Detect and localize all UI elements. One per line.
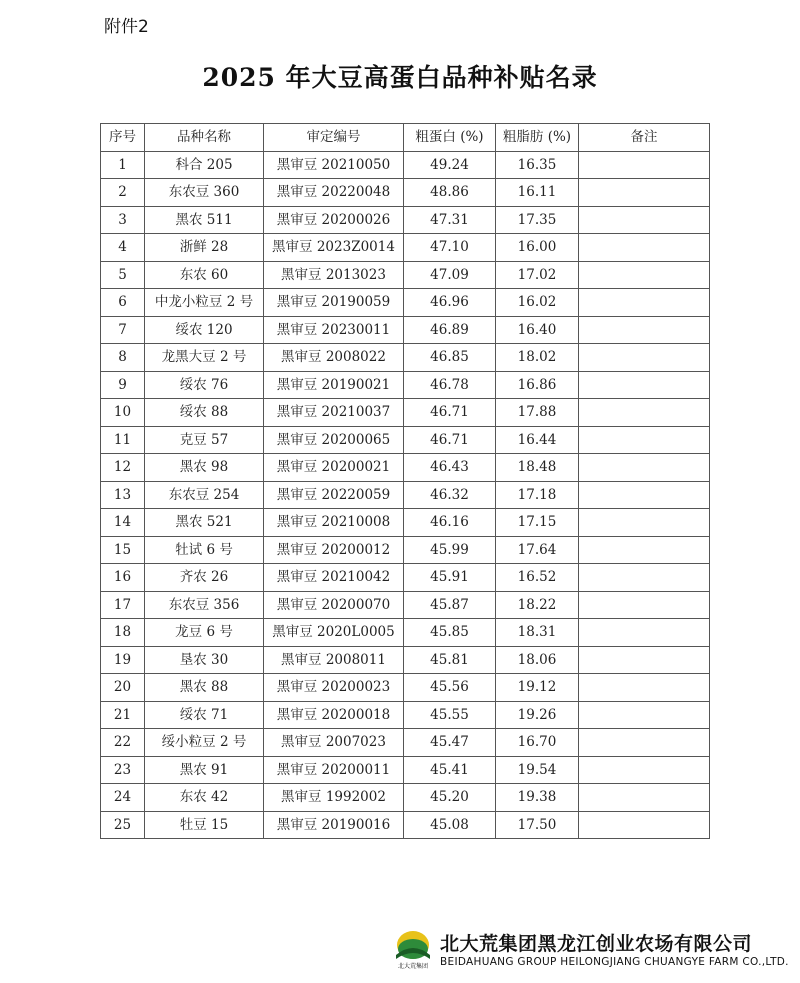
table-row [101, 399, 710, 427]
cell-approval-number: 黑审豆 20220048 [264, 179, 404, 207]
cell-crude-fat: 17.18 [496, 481, 579, 509]
cell-remarks [579, 701, 710, 729]
document-title: 2025 年大豆高蛋白品种补贴名录 [202, 63, 598, 92]
cell-crude-protein: 45.55 [404, 701, 496, 729]
table-row [101, 756, 710, 784]
cell-variety-name: 黑农 91 [145, 756, 264, 784]
cell-approval-number: 黑审豆 20200012 [264, 536, 404, 564]
cell-crude-fat: 16.86 [496, 371, 579, 399]
cell-crude-fat: 17.50 [496, 811, 579, 839]
cell-variety-name: 绥农 71 [145, 701, 264, 729]
cell-crude-fat: 16.35 [496, 151, 579, 179]
cell-crude-fat: 19.54 [496, 756, 579, 784]
cell-index: 17 [101, 591, 145, 619]
table-row [101, 509, 710, 537]
table-body [101, 151, 710, 839]
cell-remarks [579, 234, 710, 262]
cell-crude-protein: 45.56 [404, 674, 496, 702]
cell-variety-name: 中龙小粒豆 2 号 [145, 289, 264, 317]
cell-variety-name: 东农 42 [145, 784, 264, 812]
cell-remarks [579, 591, 710, 619]
cell-crude-protein: 45.87 [404, 591, 496, 619]
cell-variety-name: 东农 60 [145, 261, 264, 289]
cell-remarks [579, 289, 710, 317]
header-approval-number: 审定编号 [264, 124, 404, 152]
table-row [101, 646, 710, 674]
cell-approval-number: 黑审豆 2020L0005 [264, 619, 404, 647]
cell-crude-fat: 16.02 [496, 289, 579, 317]
subsidy-variety-table [100, 123, 710, 839]
table-row [101, 674, 710, 702]
cell-crude-fat: 17.35 [496, 206, 579, 234]
cell-crude-fat: 19.26 [496, 701, 579, 729]
cell-remarks [579, 536, 710, 564]
cell-approval-number: 黑审豆 20190059 [264, 289, 404, 317]
cell-approval-number: 黑审豆 20210050 [264, 151, 404, 179]
cell-index: 9 [101, 371, 145, 399]
cell-crude-fat: 19.12 [496, 674, 579, 702]
cell-crude-protein: 49.24 [404, 151, 496, 179]
table-row [101, 619, 710, 647]
cell-variety-name: 东农豆 360 [145, 179, 264, 207]
cell-crude-fat: 16.44 [496, 426, 579, 454]
cell-approval-number: 黑审豆 20230011 [264, 316, 404, 344]
cell-approval-number: 黑审豆 20190021 [264, 371, 404, 399]
cell-index: 20 [101, 674, 145, 702]
company-name-chinese: 北大荒集团黑龙江创业农场有限公司 [440, 933, 753, 955]
cell-remarks [579, 674, 710, 702]
cell-remarks [579, 811, 710, 839]
cell-crude-protein: 45.47 [404, 729, 496, 757]
table-row [101, 344, 710, 372]
cell-remarks [579, 371, 710, 399]
cell-crude-protein: 45.81 [404, 646, 496, 674]
cell-approval-number: 黑审豆 20200023 [264, 674, 404, 702]
table-row [101, 426, 710, 454]
cell-variety-name: 龙黑大豆 2 号 [145, 344, 264, 372]
cell-index: 23 [101, 756, 145, 784]
cell-crude-fat: 17.64 [496, 536, 579, 564]
table-header-row [101, 124, 710, 152]
cell-index: 7 [101, 316, 145, 344]
cell-crude-protein: 45.91 [404, 564, 496, 592]
cell-variety-name: 东农豆 254 [145, 481, 264, 509]
table-row [101, 784, 710, 812]
cell-index: 14 [101, 509, 145, 537]
cell-crude-protein: 46.32 [404, 481, 496, 509]
cell-approval-number: 黑审豆 20220059 [264, 481, 404, 509]
cell-crude-fat: 16.00 [496, 234, 579, 262]
cell-remarks [579, 756, 710, 784]
cell-approval-number: 黑审豆 20200065 [264, 426, 404, 454]
cell-index: 6 [101, 289, 145, 317]
table-row [101, 454, 710, 482]
cell-variety-name: 科合 205 [145, 151, 264, 179]
cell-index: 24 [101, 784, 145, 812]
cell-crude-protein: 46.71 [404, 426, 496, 454]
cell-variety-name: 浙鲜 28 [145, 234, 264, 262]
cell-crude-protein: 46.16 [404, 509, 496, 537]
cell-index: 1 [101, 151, 145, 179]
cell-crude-fat: 16.11 [496, 179, 579, 207]
cell-index: 8 [101, 344, 145, 372]
cell-variety-name: 克豆 57 [145, 426, 264, 454]
cell-variety-name: 东农豆 356 [145, 591, 264, 619]
cell-remarks [579, 454, 710, 482]
cell-remarks [579, 399, 710, 427]
cell-approval-number: 黑审豆 2007023 [264, 729, 404, 757]
cell-remarks [579, 646, 710, 674]
table-row [101, 591, 710, 619]
cell-index: 19 [101, 646, 145, 674]
header-remarks: 备注 [579, 124, 710, 152]
cell-index: 5 [101, 261, 145, 289]
cell-index: 12 [101, 454, 145, 482]
cell-variety-name: 黑农 98 [145, 454, 264, 482]
cell-crude-protein: 45.08 [404, 811, 496, 839]
cell-index: 22 [101, 729, 145, 757]
table-row [101, 564, 710, 592]
cell-approval-number: 黑审豆 2013023 [264, 261, 404, 289]
attachment-label: 附件2 [104, 17, 149, 37]
cell-remarks [579, 564, 710, 592]
table-row [101, 811, 710, 839]
cell-index: 4 [101, 234, 145, 262]
cell-crude-protein: 46.43 [404, 454, 496, 482]
cell-crude-protein: 46.71 [404, 399, 496, 427]
cell-remarks [579, 179, 710, 207]
cell-index: 18 [101, 619, 145, 647]
table-row [101, 371, 710, 399]
company-footer [388, 925, 800, 975]
cell-crude-protein: 47.09 [404, 261, 496, 289]
cell-crude-protein: 47.31 [404, 206, 496, 234]
cell-crude-protein: 45.20 [404, 784, 496, 812]
cell-remarks [579, 344, 710, 372]
cell-approval-number: 黑审豆 1992002 [264, 784, 404, 812]
cell-crude-fat: 17.02 [496, 261, 579, 289]
cell-variety-name: 黑农 521 [145, 509, 264, 537]
cell-crude-fat: 19.38 [496, 784, 579, 812]
cell-approval-number: 黑审豆 20200011 [264, 756, 404, 784]
cell-approval-number: 黑审豆 20200018 [264, 701, 404, 729]
cell-crude-fat: 18.48 [496, 454, 579, 482]
cell-crude-fat: 18.02 [496, 344, 579, 372]
cell-remarks [579, 481, 710, 509]
cell-crude-protein: 47.10 [404, 234, 496, 262]
cell-crude-protein: 46.89 [404, 316, 496, 344]
table-row [101, 701, 710, 729]
cell-crude-fat: 18.22 [496, 591, 579, 619]
cell-variety-name: 牡豆 15 [145, 811, 264, 839]
cell-variety-name: 垦农 30 [145, 646, 264, 674]
table-row [101, 289, 710, 317]
table-row [101, 179, 710, 207]
table-row [101, 729, 710, 757]
cell-crude-protein: 46.78 [404, 371, 496, 399]
cell-approval-number: 黑审豆 2008022 [264, 344, 404, 372]
cell-crude-protein: 45.99 [404, 536, 496, 564]
table-row [101, 151, 710, 179]
header-crude-protein: 粗蛋白 (%) [404, 124, 496, 152]
cell-crude-protein: 45.41 [404, 756, 496, 784]
cell-crude-fat: 16.40 [496, 316, 579, 344]
cell-approval-number: 黑审豆 20200021 [264, 454, 404, 482]
cell-remarks [579, 206, 710, 234]
cell-crude-fat: 17.15 [496, 509, 579, 537]
cell-crude-protein: 46.96 [404, 289, 496, 317]
cell-crude-fat: 18.06 [496, 646, 579, 674]
cell-remarks [579, 151, 710, 179]
table-row [101, 206, 710, 234]
logo-caption: 北大荒集团 [397, 963, 428, 970]
cell-approval-number: 黑审豆 20200026 [264, 206, 404, 234]
cell-crude-protein: 45.85 [404, 619, 496, 647]
cell-index: 11 [101, 426, 145, 454]
cell-index: 2 [101, 179, 145, 207]
header-crude-fat: 粗脂肪 (%) [496, 124, 579, 152]
cell-remarks [579, 426, 710, 454]
header-variety-name: 品种名称 [145, 124, 264, 152]
company-name-english: BEIDAHUANG GROUP HEILONGJIANG CHUANGYE FARM CO.,LTD. [440, 956, 789, 968]
cell-crude-fat: 18.31 [496, 619, 579, 647]
cell-index: 13 [101, 481, 145, 509]
cell-variety-name: 龙豆 6 号 [145, 619, 264, 647]
cell-index: 25 [101, 811, 145, 839]
cell-index: 16 [101, 564, 145, 592]
cell-variety-name: 黑农 511 [145, 206, 264, 234]
table-row [101, 234, 710, 262]
table-row [101, 536, 710, 564]
table-row [101, 481, 710, 509]
cell-variety-name: 齐农 26 [145, 564, 264, 592]
cell-remarks [579, 729, 710, 757]
table-row [101, 316, 710, 344]
cell-crude-fat: 16.70 [496, 729, 579, 757]
cell-approval-number: 黑审豆 2008011 [264, 646, 404, 674]
cell-crude-fat: 16.52 [496, 564, 579, 592]
cell-remarks [579, 619, 710, 647]
cell-index: 21 [101, 701, 145, 729]
cell-crude-protein: 48.86 [404, 179, 496, 207]
cell-approval-number: 黑审豆 2023Z0014 [264, 234, 404, 262]
cell-remarks [579, 784, 710, 812]
cell-index: 10 [101, 399, 145, 427]
cell-approval-number: 黑审豆 20190016 [264, 811, 404, 839]
cell-variety-name: 牡试 6 号 [145, 536, 264, 564]
cell-index: 3 [101, 206, 145, 234]
cell-approval-number: 黑审豆 20210037 [264, 399, 404, 427]
cell-remarks [579, 316, 710, 344]
cell-approval-number: 黑审豆 20200070 [264, 591, 404, 619]
cell-index: 15 [101, 536, 145, 564]
cell-variety-name: 绥小粒豆 2 号 [145, 729, 264, 757]
cell-variety-name: 黑农 88 [145, 674, 264, 702]
cell-remarks [579, 509, 710, 537]
cell-variety-name: 绥农 120 [145, 316, 264, 344]
cell-approval-number: 黑审豆 20210008 [264, 509, 404, 537]
cell-crude-fat: 17.88 [496, 399, 579, 427]
table-row [101, 261, 710, 289]
cell-variety-name: 绥农 76 [145, 371, 264, 399]
cell-variety-name: 绥农 88 [145, 399, 264, 427]
cell-approval-number: 黑审豆 20210042 [264, 564, 404, 592]
cell-remarks [579, 261, 710, 289]
header-index: 序号 [101, 124, 145, 152]
cell-crude-protein: 46.85 [404, 344, 496, 372]
